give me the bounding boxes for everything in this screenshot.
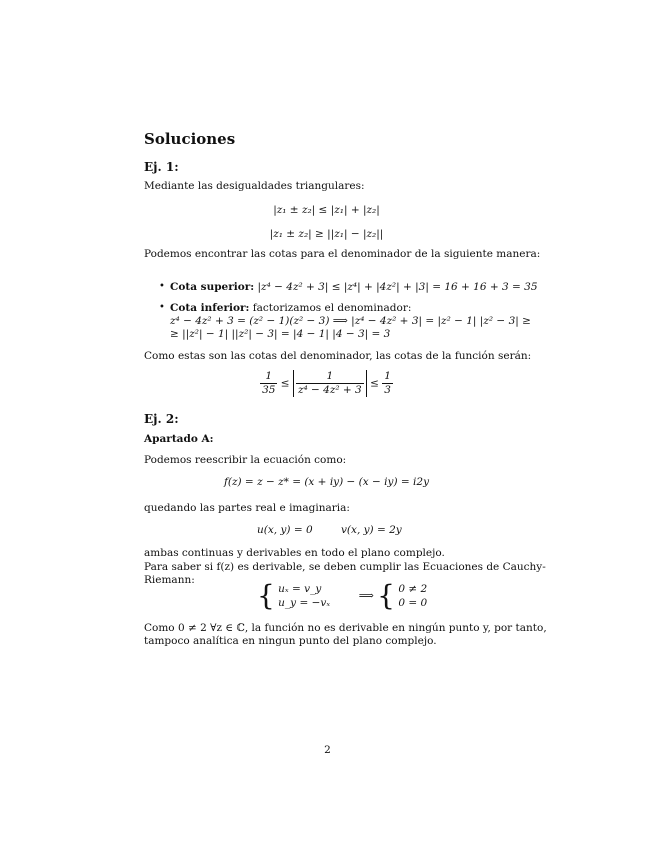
cota-superior-expr: |z⁴ − 4z² + 3| ≤ |z⁴| + |4z²| + |3| = 16 + 16 + 3 = 35 bbox=[257, 281, 538, 293]
section-title: Soluciones bbox=[144, 130, 236, 148]
right-system-brace: { bbox=[377, 579, 395, 612]
cr-equations bbox=[278, 582, 330, 610]
cota-inferior-text: factorizamos el denominador: bbox=[252, 302, 412, 314]
cota-inferior-line2: ≥ ||z²| − 1| ||z²| − 3| = |4 − 1| |4 − 3| = 3 bbox=[170, 328, 391, 340]
cr-intro-line1: Para saber si f(z) es derivable, se deben cumplir las Ecuaciones de Cauchy- bbox=[144, 561, 546, 573]
right-fraction bbox=[382, 370, 393, 397]
ej2-heading: Ej. 2: bbox=[144, 412, 179, 426]
cr-intro-line2: Riemann: bbox=[144, 574, 195, 586]
ej2-rewrite: Podemos reescribir la ecuación como: bbox=[144, 454, 347, 466]
real-part: u(x, y) = 0 bbox=[257, 524, 313, 536]
triangle-inequality-1: |z₁ ± z₂| ≤ |z₁| + |z₂| bbox=[273, 204, 380, 216]
ej2-parts-intro: quedando las partes real e imaginaria: bbox=[144, 502, 350, 514]
cota-superior-item bbox=[170, 281, 538, 294]
middle-abs bbox=[293, 370, 367, 397]
left-denominator: 35 bbox=[262, 384, 276, 397]
middle-fraction bbox=[296, 370, 364, 397]
cr-result-1: 0 ≠ 2 bbox=[398, 583, 428, 595]
ej1-conclusion: Como estas son las cotas del denominador, las cotas de la función serán: bbox=[144, 350, 532, 362]
right-numerator: 1 bbox=[382, 370, 393, 384]
ej1-lead: Podemos encontrar las cotas para el denominador de la siguiente manera: bbox=[144, 248, 541, 260]
le-sign-1: ≤ bbox=[280, 377, 290, 390]
implies-arrow: ⟹ bbox=[358, 590, 374, 602]
cr-equation-1: uₓ = v_y bbox=[278, 583, 322, 595]
final-line2: tampoco analítica en ningun punto del plano complejo. bbox=[144, 635, 437, 647]
triangle-inequality-2: |z₁ ± z₂| ≥ ||z₁| − |z₂|| bbox=[269, 228, 384, 240]
bound-equation bbox=[144, 370, 509, 397]
final-line1: Como 0 ≠ 2 ∀z ∈ ℂ, la función no es derivable en ningún punto y, por tanto, bbox=[144, 622, 547, 634]
cota-superior-label: Cota superior: bbox=[170, 281, 255, 293]
right-denominator: 3 bbox=[384, 384, 391, 397]
cr-results bbox=[398, 582, 427, 610]
page-number: 2 bbox=[324, 744, 331, 756]
cauchy-riemann-system bbox=[257, 579, 428, 612]
middle-numerator: 1 bbox=[296, 370, 364, 384]
cr-equation-2: u_y = −vₓ bbox=[278, 597, 331, 609]
le-sign-2: ≤ bbox=[370, 377, 379, 390]
ej1-intro: Mediante las desigualdades triangulares: bbox=[144, 180, 365, 192]
cota-inferior-label: Cota inferior: bbox=[170, 302, 250, 314]
left-fraction bbox=[260, 370, 277, 397]
bullet-marker: • bbox=[159, 281, 165, 292]
left-numerator: 1 bbox=[260, 370, 277, 384]
left-brace: { bbox=[257, 579, 275, 612]
cota-inferior-line1: z⁴ − 4z² + 3 = (z² − 1)(z² − 3) ⟹ |z⁴ − 4z² + 3| = |z² − 1| |z² − 3| ≥ bbox=[170, 315, 531, 327]
imaginary-part: v(x, y) = 2y bbox=[341, 524, 402, 536]
cr-result-2: 0 = 0 bbox=[398, 597, 428, 609]
bullet-marker: • bbox=[159, 302, 165, 313]
middle-denominator: z⁴ − 4z² + 3 bbox=[297, 384, 362, 397]
function-equation: f(z) = z − z* = (x + iy) − (x − iy) = i2y bbox=[223, 476, 430, 488]
cota-inferior-item bbox=[170, 302, 411, 315]
apartado-a-heading: Apartado A: bbox=[144, 433, 214, 445]
ej2-continuity: ambas continuas y derivables en todo el plano complejo. bbox=[144, 547, 445, 559]
ej1-heading: Ej. 1: bbox=[144, 160, 179, 174]
